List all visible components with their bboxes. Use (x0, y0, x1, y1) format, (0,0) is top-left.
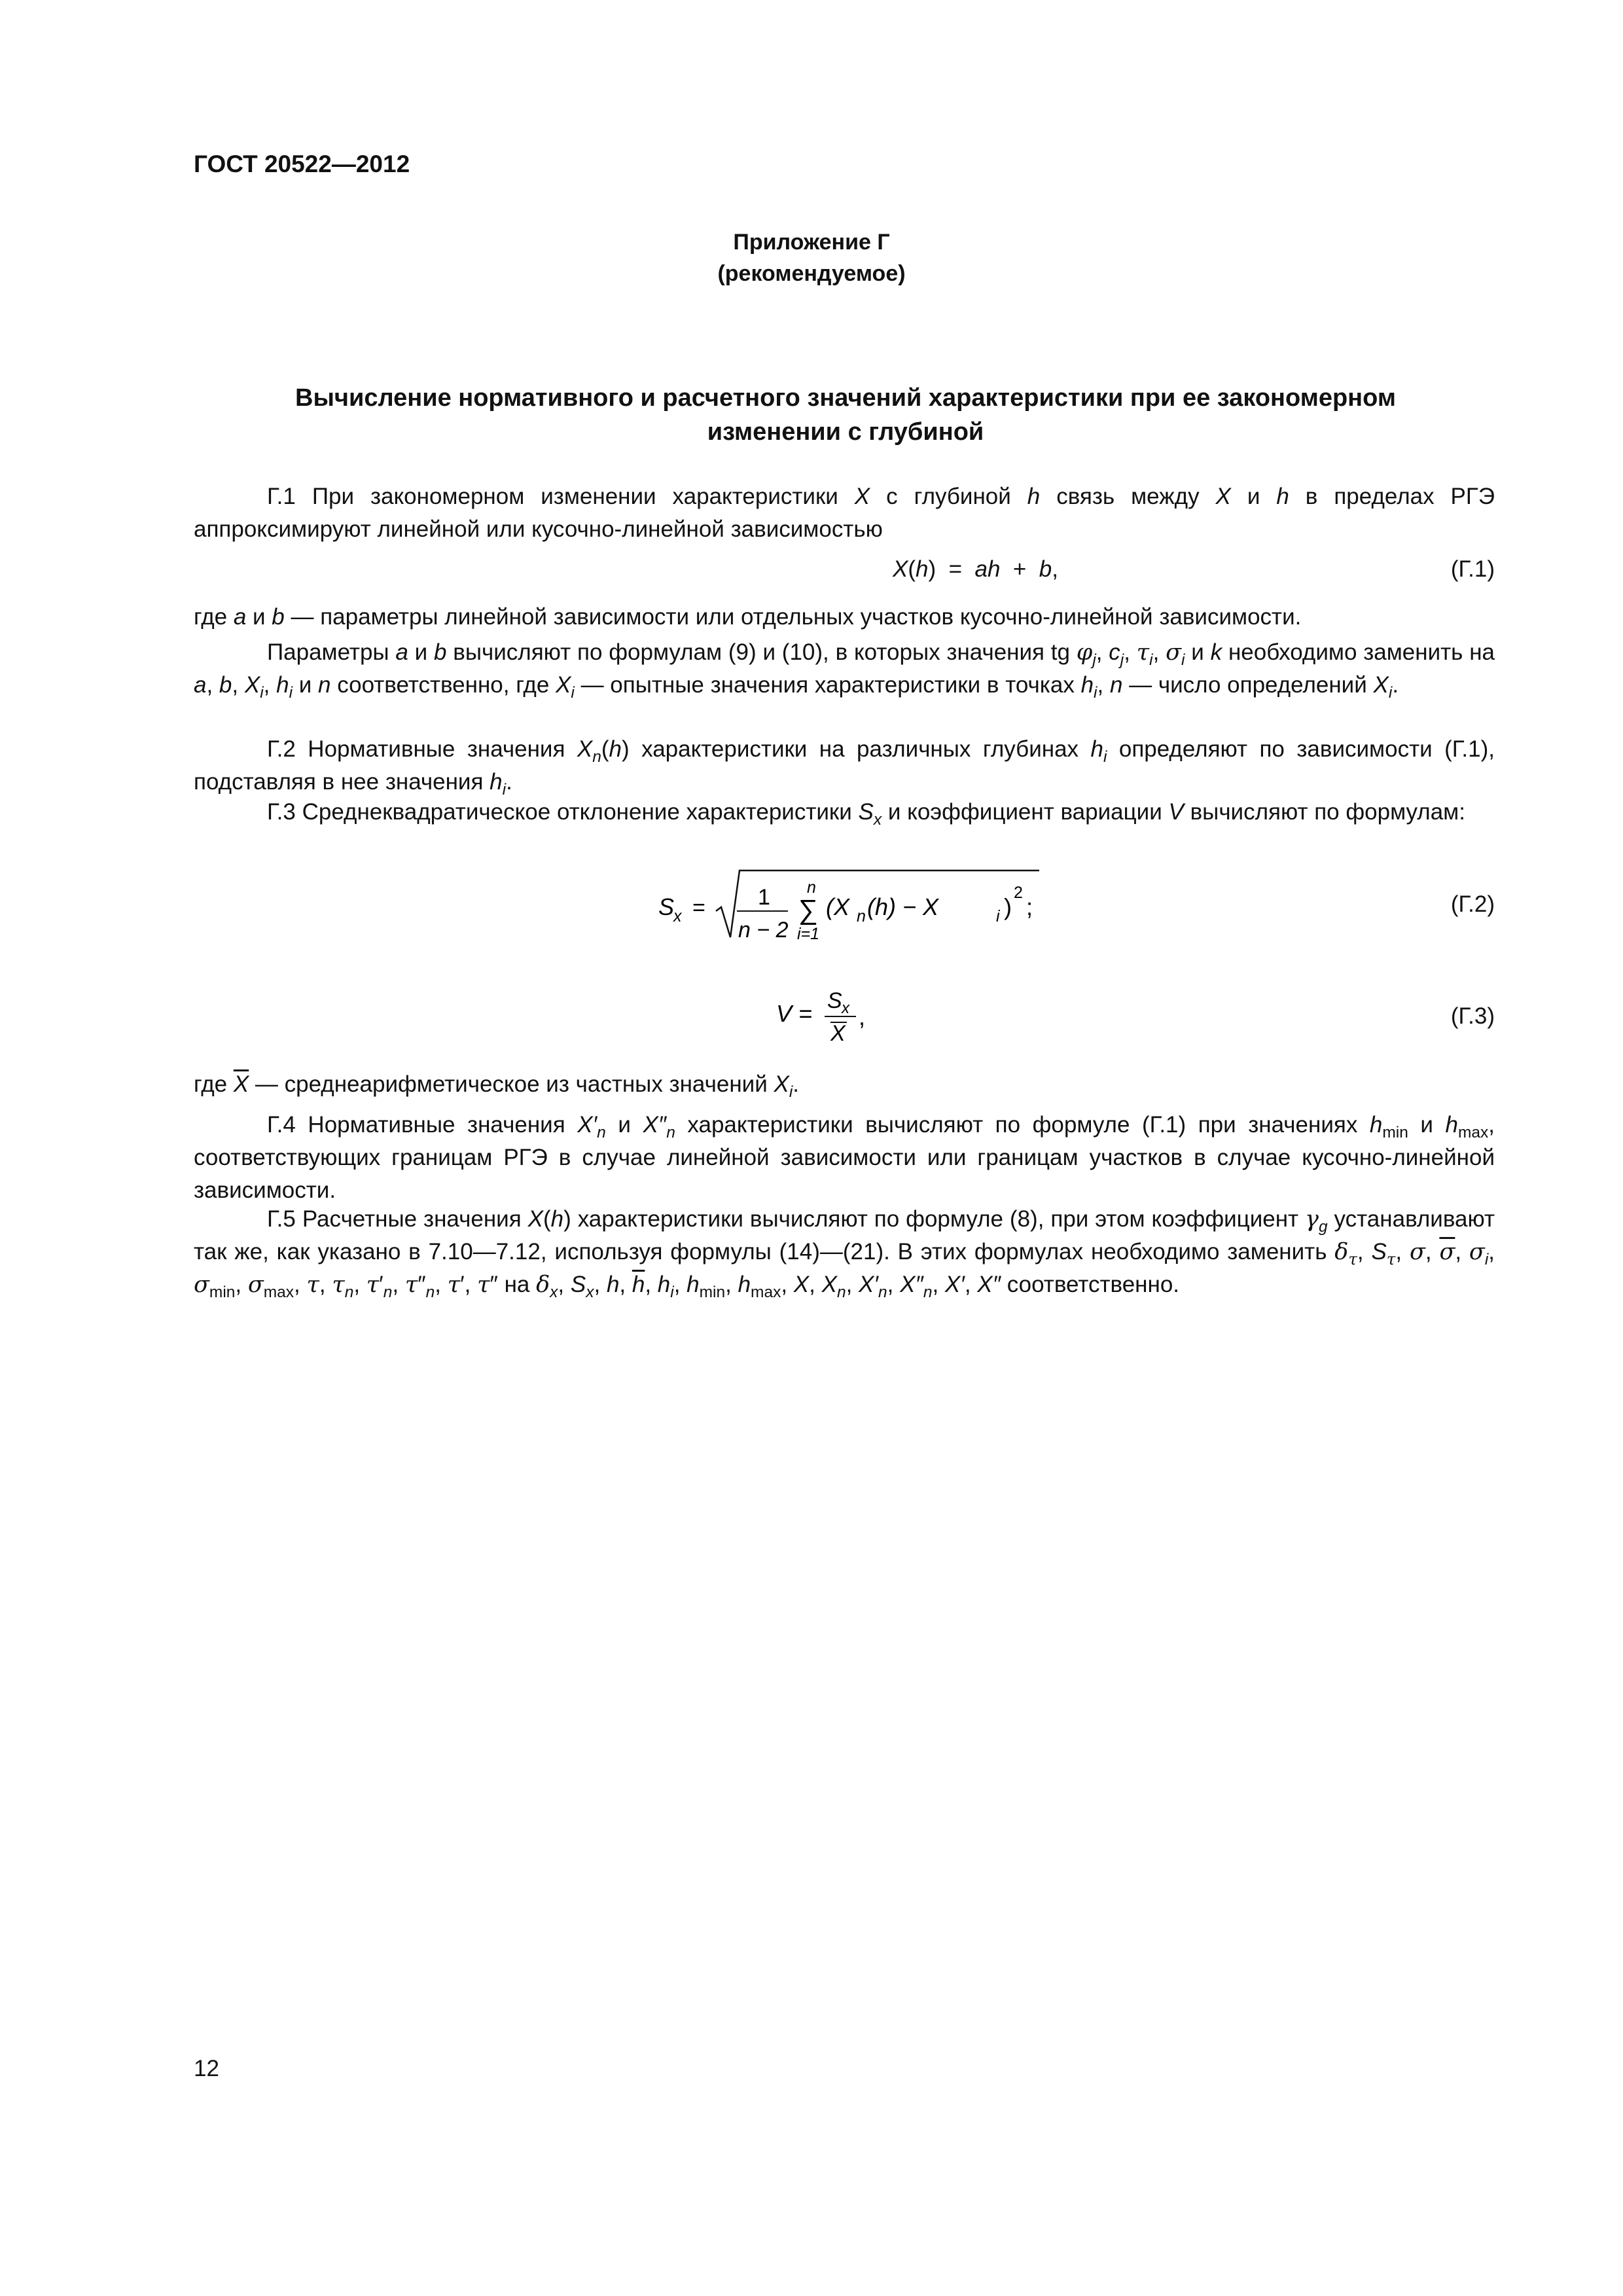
formula-g2 (194, 864, 1495, 949)
formula-g3-expression (770, 980, 901, 1052)
svg-text:;: ; (1026, 893, 1033, 920)
formula-g2-denominator: n − 2 (738, 918, 789, 942)
formula-g3-number: (Г.3) (1450, 1003, 1495, 1029)
formula-g1-number: (Г.1) (1450, 556, 1495, 582)
formula-g1 (194, 553, 1495, 592)
section-title (194, 381, 1497, 449)
page-number: 12 (194, 2056, 219, 2081)
svg-text:n: n (857, 907, 866, 925)
svg-text:=: = (692, 895, 705, 920)
title-line-1: Вычисление нормативного и расчетного значений характеристики при ее закономерном (295, 384, 1396, 412)
formula-g1-expression: X(h) = ah + b, (893, 556, 1058, 582)
paragraph-g2: Г.2 Нормативные значения $X_n(h)$ характеристики на различных глубинах $h_i$ определяют по зависимости (Г.1), подставляя в нее значения $h_i$. (194, 736, 1495, 798)
formula-g3-numerator-sub: x (842, 999, 849, 1017)
paragraph-parameters: Параметры a и b вычисляют по формулам (9) и (10), в которых значения tg $\varphi_j$, $c_j$, $\tau_i$, $\sigma_i$ и k необходимо заменить на a, b, $X_i$, $h_i$ и n соответственно, где $X_i$ — опытные значения характеристики в точках $h_i$, n — число определений $X_i$. (194, 639, 1495, 702)
formula-g2-lhs: S (658, 893, 675, 920)
paragraph-where-ab: где a и b — параметры линейной зависимости или отдельных участков кусочно-линейной зависимости. (194, 604, 1302, 630)
svg-text:): ) (1004, 893, 1012, 920)
paragraph-g1: Г.1 При закономерном изменении характеристики X с глубиной h связь между X и h в пределах РГЭ аппроксимируют линейной или кусочно-линейной зависимостью (194, 484, 1495, 542)
formula-g2-body: (X (826, 893, 849, 920)
formula-g2-sum-upper: n (807, 878, 816, 897)
svg-text:,: , (859, 1003, 866, 1030)
formula-g3 (194, 980, 1495, 1052)
paragraph-g5: Г.5 Расчетные значения X(h) характеристики вычисляют по формуле (8), при этом коэффициент $\gamma_g$ устанавливают так же, как указано в 7.10—7.12, используя формулы (14)—(21). В этих формулах необходимо заменить $\delta_\tau$, $S_\tau$, σ, $\overline{\sigma}$, $\sigma_i$, $\sigma_{min}$, $\sigma_{max}$, τ, $\tau_n$, $\tau'_n$, $\tau''_n$, τ′, τ″ на $\delta_x$, $S_x$, h, $\overline{h}$, $h_i$, $h_{min}$, $h_{max}$, X, $X_n$, $X'_n$, $X''_n$, X′, X″ соответственно. (194, 1206, 1495, 1301)
appendix-label: Приложение Г (733, 230, 890, 255)
formula-g2-square: 2 (1014, 884, 1023, 902)
appendix-status: (рекомендуемое) (717, 261, 906, 286)
paragraph-where-xbar: где $\overline{X}$ — среднеарифметическое из частных значений $X_i$. (194, 1071, 800, 1101)
document-header: ГОСТ 20522—2012 (194, 151, 410, 177)
formula-g3-numerator: S (827, 988, 842, 1013)
formula-g3-lhs: V = (776, 1000, 813, 1027)
title-line-2: изменении с глубиной (707, 418, 984, 446)
appendix-heading (0, 226, 1623, 289)
paragraph-g4: Г.4 Нормативные значения $X'_n$ и $X''_n$ характеристики вычисляют по формуле (Г.1) при значениях $h_{min}$ и $h_{max}$, соответствующих границам РГЭ в случае линейной зависимости или границам участков в случае кусочно-линейной зависимости. (194, 1112, 1495, 1203)
svg-text:i: i (996, 907, 1000, 925)
formula-g3-denominator: X (830, 1021, 846, 1046)
formula-g2-expression (652, 864, 1044, 949)
paragraph-g3: Г.3 Среднеквадратическое отклонение характеристики $S_x$ и коэффициент вариации V вычисляют по формулам: (267, 799, 1465, 829)
formula-g2-sum-lower: i=1 (797, 925, 820, 943)
formula-g2-number: (Г.2) (1450, 891, 1495, 917)
formula-g2-one: 1 (758, 885, 770, 910)
formula-g2-lhs-sub: x (673, 907, 682, 925)
sigma-sum-icon: ∑ (798, 894, 818, 925)
formula-g2-body-2: (h) − X (867, 893, 939, 920)
